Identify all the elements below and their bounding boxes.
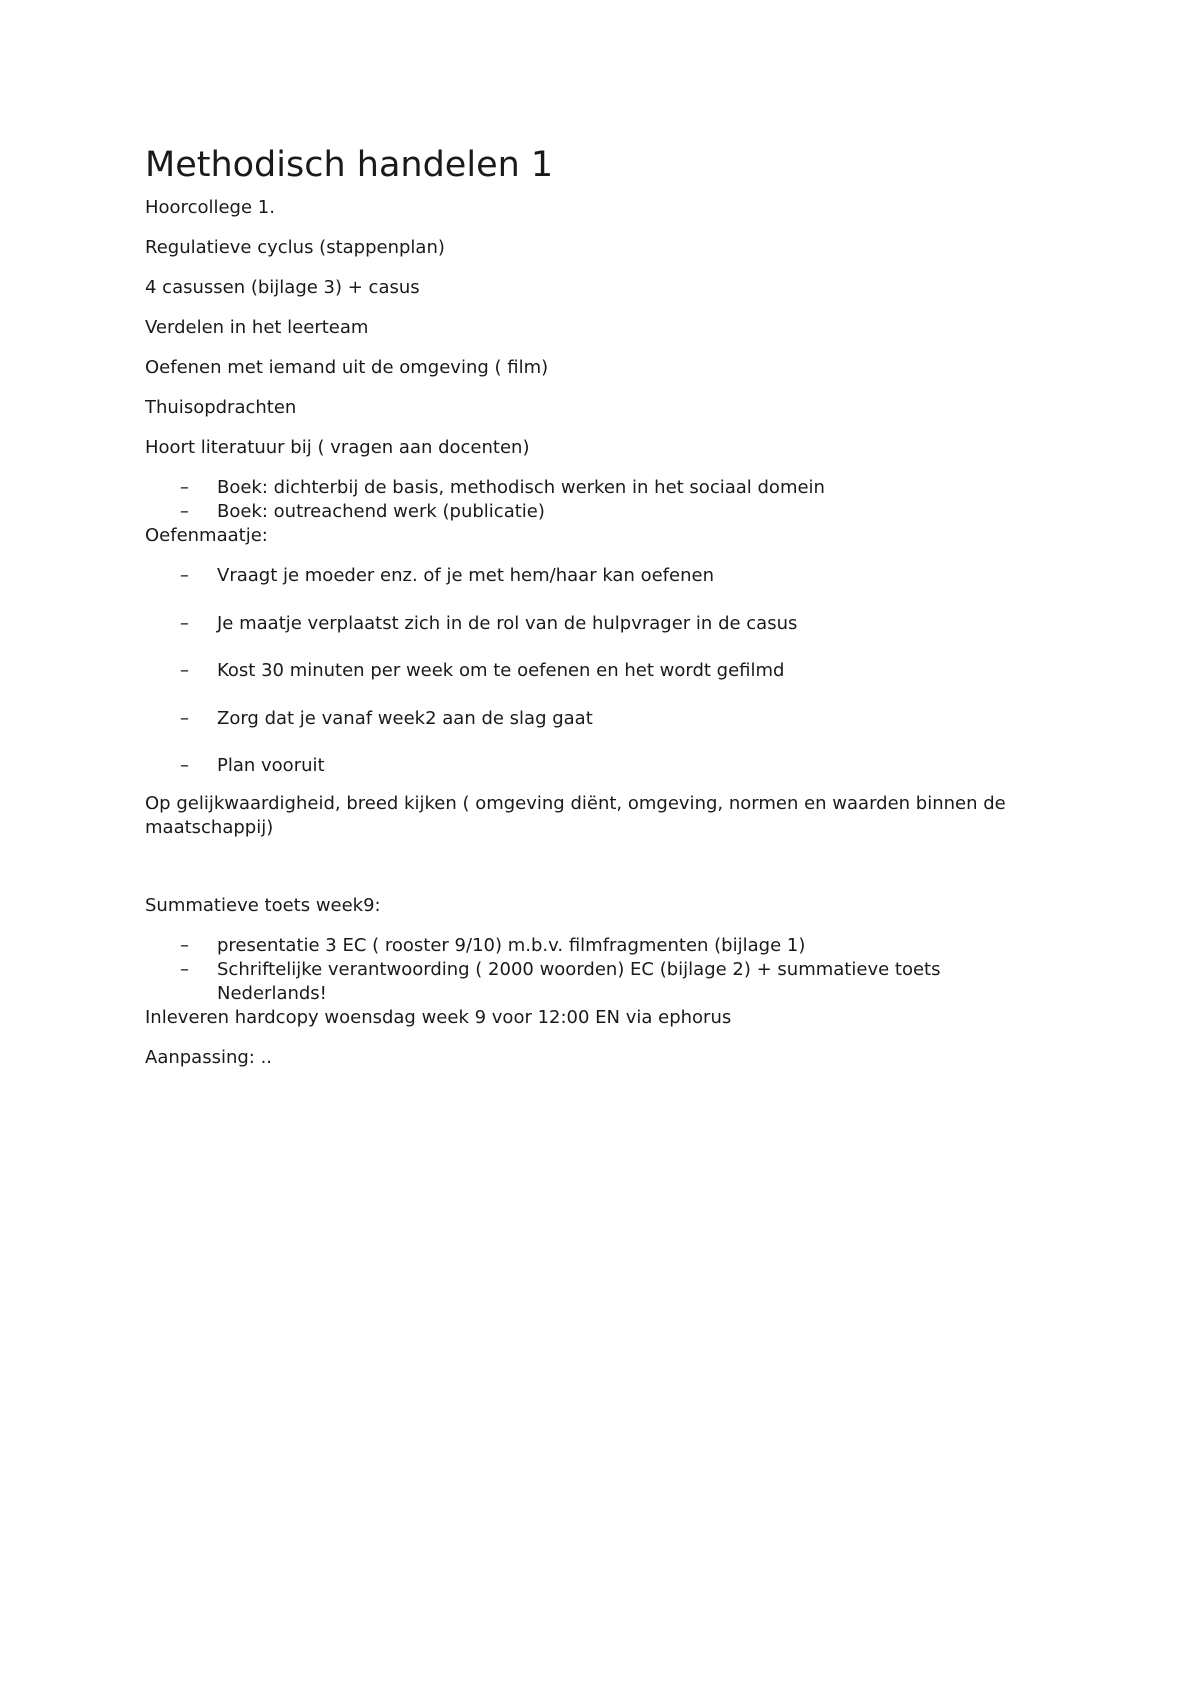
list-item-text: presentatie 3 EC ( rooster 9/10) m.b.v. filmfragmenten (bijlage 1) bbox=[217, 935, 806, 956]
list-item-text: Boek: outreachend werk (publicatie) bbox=[217, 501, 545, 522]
list-item-text: Schriftelijke verantwoording ( 2000 woorden) EC (bijlage 2) + summatieve toets Nederlands! bbox=[217, 959, 941, 1004]
toets-list bbox=[145, 934, 1045, 1006]
intro-line-thuisopdrachten: Thuisopdrachten bbox=[145, 397, 297, 418]
dash-bullet: – bbox=[180, 477, 189, 498]
list-item bbox=[145, 659, 1045, 683]
list-item-text: Boek: dichterbij de basis, methodisch werken in het sociaal domein bbox=[217, 477, 825, 498]
list-item-text: Plan vooruit bbox=[217, 755, 325, 776]
inleveren-line: Inleveren hardcopy woensdag week 9 voor 12:00 EN via ephorus bbox=[145, 1007, 732, 1028]
dash-bullet: – bbox=[180, 501, 189, 522]
list-item bbox=[145, 500, 1045, 524]
list-item-text: Vraagt je moeder enz. of je met hem/haar kan oefenen bbox=[217, 565, 714, 586]
list-item bbox=[145, 564, 1045, 588]
intro-line-oefenen: Oefenen met iemand uit de omgeving ( film) bbox=[145, 357, 549, 378]
gelijkwaardigheid-paragraph: Op gelijkwaardigheid, breed kijken ( omgeving diënt, omgeving, normen en waarden binnen de maatschappij) bbox=[145, 793, 1006, 838]
dash-bullet: – bbox=[180, 755, 189, 776]
dash-bullet: – bbox=[180, 612, 189, 634]
document-title: Methodisch handelen 1 bbox=[145, 145, 554, 185]
dash-bullet: – bbox=[180, 959, 189, 980]
intro-line-literatuur: Hoort literatuur bij ( vragen aan docenten) bbox=[145, 437, 530, 458]
aanpassing-line: Aanpassing: .. bbox=[145, 1047, 273, 1068]
list-item bbox=[145, 707, 1045, 731]
list-item-text: Je maatje verplaatst zich in de rol van de hulpvrager in de casus bbox=[217, 612, 798, 634]
list-item bbox=[145, 476, 1045, 500]
literature-list bbox=[145, 476, 1045, 524]
dash-bullet: – bbox=[180, 707, 189, 729]
intro-line-casussen: 4 casussen (bijlage 3) + casus bbox=[145, 277, 420, 298]
dash-bullet: – bbox=[180, 565, 189, 586]
intro-line-hoorcollege: Hoorcollege 1. bbox=[145, 197, 275, 218]
intro-line-verdelen: Verdelen in het leerteam bbox=[145, 317, 369, 338]
toets-heading: Summatieve toets week9: bbox=[145, 895, 381, 916]
list-item bbox=[145, 612, 1045, 636]
document-content bbox=[145, 140, 1045, 1086]
list-item-text: Zorg dat je vanaf week2 aan de slag gaat bbox=[217, 707, 593, 729]
oefenmaatje-heading: Oefenmaatje: bbox=[145, 525, 268, 546]
dash-bullet: – bbox=[180, 660, 189, 681]
list-item bbox=[145, 958, 1045, 1006]
oefenmaatje-list bbox=[145, 564, 1045, 778]
list-item bbox=[145, 754, 1045, 778]
list-item-text: Kost 30 minuten per week om te oefenen en het wordt gefilmd bbox=[217, 660, 785, 681]
intro-line-regulatieve-cyclus: Regulatieve cyclus (stappenplan) bbox=[145, 237, 445, 258]
dash-bullet: – bbox=[180, 935, 189, 956]
list-item bbox=[145, 934, 1045, 958]
